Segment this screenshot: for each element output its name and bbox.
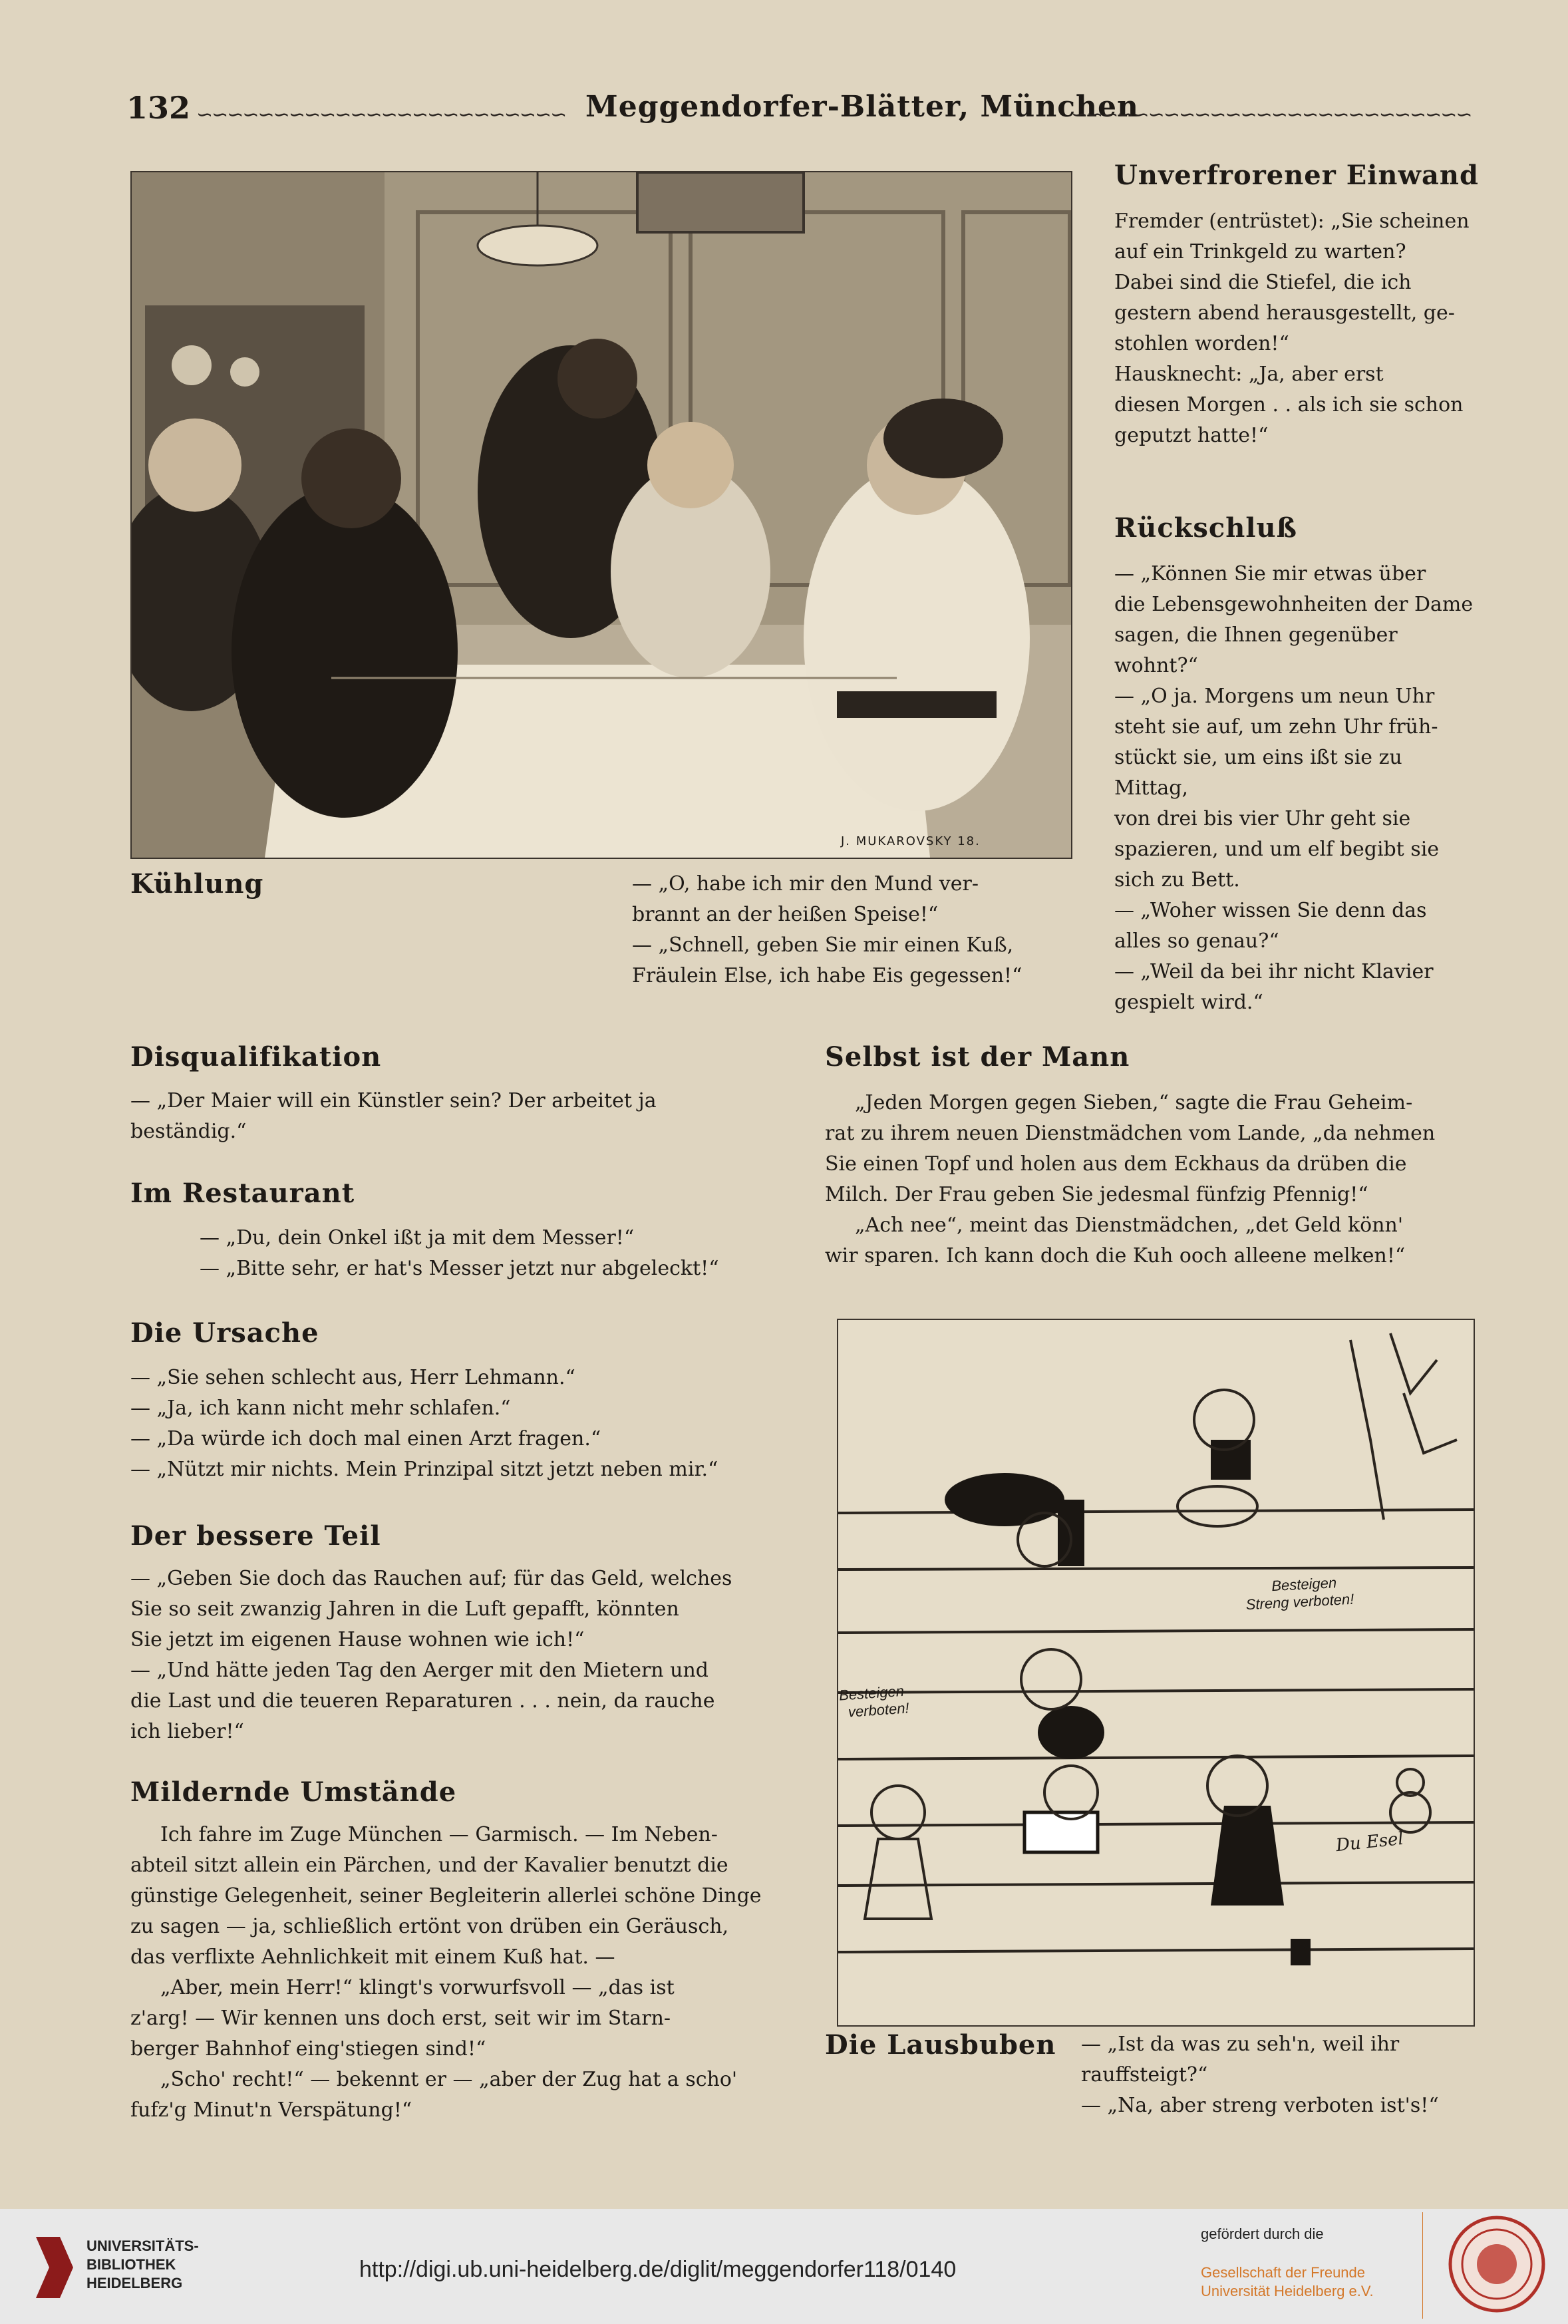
uni-line-3: HEIDELBERG	[86, 2275, 183, 2291]
rueckschluss-line-5: — „O ja. Morgens um neun Uhr	[1114, 685, 1435, 708]
mildernde-line-1: Ich fahre im Zuge München — Garmisch. — Im Neben-	[160, 1823, 718, 1846]
heading-die-ursache: Die Ursache	[130, 1317, 319, 1349]
rueckschluss-line-4: wohnt?“	[1114, 654, 1198, 677]
unverfrorener-text	[1114, 206, 1474, 451]
kuehlung-line-2: brannt an der heißen Speise!“	[632, 903, 939, 926]
rueckschluss-line-12: alles so genau?“	[1114, 929, 1279, 953]
mildernde-line-9: „Scho' recht!“ — bekennt er — „aber der Zug hat a scho'	[160, 2068, 738, 2091]
uni-line-2: BIBLIOTHEK	[86, 2256, 176, 2273]
heading-selbst-ist-der-mann: Selbst ist der Mann	[825, 1041, 1130, 1073]
selbst-line-4: Milch. Der Frau geben Sie jedesmal fünfzig Pfennig!“	[825, 1183, 1368, 1206]
selbst-line-2: rat zu ihrem neuen Dienstmädchen vom Lande, „da nehmen	[825, 1122, 1436, 1145]
sign2-line1: Besteigen	[838, 1682, 905, 1704]
teil-line-4: — „Und hätte jeden Tag den Aerger mit den Mietern und	[130, 1659, 708, 1682]
selbst-line-3: Sie einen Topf und holen aus dem Eckhaus da drüben die	[825, 1152, 1407, 1176]
fence-cartoon-drawing	[838, 1320, 1474, 2025]
rueckschluss-line-7: stückt sie, um eins ißt sie zu Mittag,	[1114, 746, 1402, 800]
selbst-line-1: „Jeden Morgen gegen Sieben,“ sagte die Frau Geheim-	[855, 1091, 1413, 1114]
heading-der-bessere-teil: Der bessere Teil	[130, 1520, 381, 1552]
rueckschluss-line-10: sich zu Bett.	[1114, 868, 1240, 892]
heading-rueckschluss: Rückschluß	[1114, 512, 1298, 544]
unverfrorener-line-3: Dabei sind die Stiefel, die ich	[1114, 271, 1412, 294]
restaurant-line-1: — „Du, dein Onkel ißt ja mit dem Messer!“	[200, 1226, 635, 1249]
heading-kuehlung: Kühlung	[130, 868, 264, 900]
rueckschluss-line-2: die Lebensgewohnheiten der Dame	[1114, 593, 1474, 616]
restaurant-text	[200, 1223, 772, 1284]
ursache-line-2: — „Ja, ich kann nicht mehr schlafen.“	[130, 1397, 511, 1420]
teil-line-5: die Last und die teueren Reparaturen . . . nein, da rauche	[130, 1689, 715, 1713]
lausbuben-line-2: rauffsteigt?“	[1081, 2063, 1208, 2086]
mildernde-line-10: fufz'g Minut'n Verspätung!“	[130, 2098, 412, 2122]
sign1-line1: Besteigen	[1271, 1574, 1337, 1595]
heading-unverfrorener-einwand: Unverfrorener Einwand	[1114, 160, 1479, 191]
mildernde-line-8: berger Bahnhof eing'stiegen sind!“	[130, 2037, 486, 2061]
sponsor-line-2: Universität Heidelberg e.V.	[1201, 2283, 1374, 2299]
rueckschluss-line-1: — „Können Sie mir etwas über	[1114, 562, 1426, 585]
ursache-line-3: — „Da würde ich doch mal einen Arzt fragen.“	[130, 1427, 601, 1450]
rueckschluss-line-13: — „Weil da bei ihr nicht Klavier	[1114, 960, 1434, 983]
page-number: 132	[126, 90, 191, 126]
sign2-line2: verboten!	[848, 1699, 910, 1721]
ornament-left: ∽∽∽∽∽∽∽∽∽∽∽∽∽∽∽∽∽∽∽∽∽∽∽∽	[196, 103, 566, 119]
sign-besteigen-verboten	[838, 1682, 909, 1721]
mildernde-line-6: „Aber, mein Herr!“ klingt's vorwurfsvoll — „das ist	[160, 1976, 675, 1999]
ornament-right: ∽∽∽∽∽∽∽∽∽∽∽∽∽∽∽∽∽∽∽∽∽∽∽∽∽∽	[1071, 103, 1472, 119]
permalink-url[interactable]: http://digi.ub.uni-heidelberg.de/diglit/meggendorfer118/0140	[359, 2257, 957, 2282]
disqualifikation-line-1: — „Der Maier will ein Künstler sein? Der arbeitet ja	[130, 1089, 657, 1112]
mildernde-text	[130, 1820, 772, 2126]
ursache-text	[130, 1363, 772, 1485]
lausbuben-text	[1081, 2029, 1474, 2121]
digitization-footer	[0, 2209, 1568, 2324]
sponsor-label: gefördert durch die	[1201, 2226, 1324, 2242]
heading-die-lausbuben: Die Lausbuben	[825, 2029, 1056, 2061]
lausbuben-illustration	[837, 1319, 1475, 2027]
university-seal-icon	[1447, 2214, 1547, 2314]
disqualifikation-text	[130, 1086, 772, 1147]
kuehlung-line-1: — „O, habe ich mir den Mund ver-	[632, 872, 979, 896]
lausbuben-line-3: — „Na, aber streng verboten ist's!“	[1081, 2094, 1439, 2117]
heading-mildernde-umstaende: Mildernde Umstände	[130, 1776, 457, 1808]
teil-line-6: ich lieber!“	[130, 1720, 244, 1743]
rueckschluss-text	[1114, 559, 1474, 1018]
restaurant-line-2: — „Bitte sehr, er hat's Messer jetzt nur abgeleckt!“	[200, 1257, 719, 1280]
mildernde-line-5: das verflixte Aehnlichkeit mit einem Kuß hat. —	[130, 1945, 615, 1969]
unverfrorener-line-5: stohlen worden!“	[1114, 332, 1289, 355]
rueckschluss-line-9: spazieren, und um elf begibt sie	[1114, 838, 1440, 861]
fence-scribble: Du Esel	[1334, 1828, 1405, 1856]
selbst-text	[825, 1088, 1470, 1271]
sign-besteigen-streng	[1245, 1574, 1354, 1613]
university-logo-icon	[33, 2234, 76, 2301]
mildernde-line-3: günstige Gelegenheit, seiner Begleiterin allerlei schöne Dinge	[130, 1884, 762, 1908]
teil-text	[130, 1564, 772, 1747]
selbst-line-5: „Ach nee“, meint das Dienstmädchen, „det Geld könn'	[855, 1214, 1404, 1237]
illustrator-signature: J. MUKAROVSKY 18.	[841, 834, 981, 848]
unverfrorener-line-6: Hausknecht: „Ja, aber erst	[1114, 363, 1384, 386]
disqualifikation-line-2: beständig.“	[130, 1120, 247, 1143]
unverfrorener-line-1: Fremder (entrüstet): „Sie scheinen	[1114, 210, 1470, 233]
rueckschluss-line-6: steht sie auf, um zehn Uhr früh-	[1114, 715, 1438, 739]
teil-line-3: Sie jetzt im eigenen Hause wohnen wie ich!“	[130, 1628, 585, 1651]
lausbuben-line-1: — „Ist da was zu seh'n, weil ihr	[1081, 2033, 1400, 2056]
ursache-line-1: — „Sie sehen schlecht aus, Herr Lehmann.“	[130, 1366, 575, 1389]
ursache-line-4: — „Nützt mir nichts. Mein Prinzipal sitzt jetzt neben mir.“	[130, 1458, 718, 1481]
teil-line-1: — „Geben Sie doch das Rauchen auf; für das Geld, welches	[130, 1567, 732, 1590]
masthead: Meggendorfer-Blätter, München	[585, 90, 1139, 124]
dining-scene-drawing	[132, 172, 1071, 858]
mildernde-line-2: abteil sitzt allein ein Pärchen, und der Kavalier benutzt die	[130, 1854, 728, 1877]
sponsor-line-1: Gesellschaft der Freunde	[1201, 2264, 1366, 2281]
uni-line-1: UNIVERSITÄTS-	[86, 2238, 199, 2254]
rueckschluss-line-3: sagen, die Ihnen gegenüber	[1114, 623, 1398, 647]
mildernde-line-4: zu sagen — ja, schließlich ertönt von drüben ein Geräusch,	[130, 1915, 729, 1938]
page-header	[126, 90, 1477, 136]
unverfrorener-line-2: auf ein Trinkgeld zu warten?	[1114, 240, 1406, 263]
kuehlung-text	[632, 869, 1071, 991]
rueckschluss-line-8: von drei bis vier Uhr geht sie	[1114, 807, 1411, 830]
kuehlung-line-4: Fräulein Else, ich habe Eis gegessen!“	[632, 964, 1022, 987]
rueckschluss-line-14: gespielt wird.“	[1114, 991, 1263, 1014]
heading-im-restaurant: Im Restaurant	[130, 1178, 355, 1209]
unverfrorener-line-7: diesen Morgen . . als ich sie schon	[1114, 393, 1464, 416]
dining-room-illustration	[130, 171, 1072, 859]
mildernde-line-7: z'arg! — Wir kennen uns doch erst, seit wir im Starn-	[130, 2007, 671, 2030]
teil-line-2: Sie so seit zwanzig Jahren in die Luft gepafft, könnten	[130, 1597, 679, 1621]
unverfrorener-line-8: geputzt hatte!“	[1114, 424, 1269, 447]
rueckschluss-line-11: — „Woher wissen Sie denn das	[1114, 899, 1427, 922]
kuehlung-line-3: — „Schnell, geben Sie mir einen Kuß,	[632, 933, 1014, 957]
sponsor-name	[1201, 2263, 1374, 2301]
university-name	[86, 2237, 199, 2293]
unverfrorener-line-4: gestern abend herausgestellt, ge-	[1114, 301, 1455, 325]
selbst-line-6: wir sparen. Ich kann doch die Kuh ooch alleene melken!“	[825, 1244, 1406, 1267]
sponsor-divider	[1422, 2212, 1423, 2319]
heading-disqualifikation: Disqualifikation	[130, 1041, 382, 1073]
sign1-line2: Streng verboten!	[1245, 1590, 1354, 1613]
